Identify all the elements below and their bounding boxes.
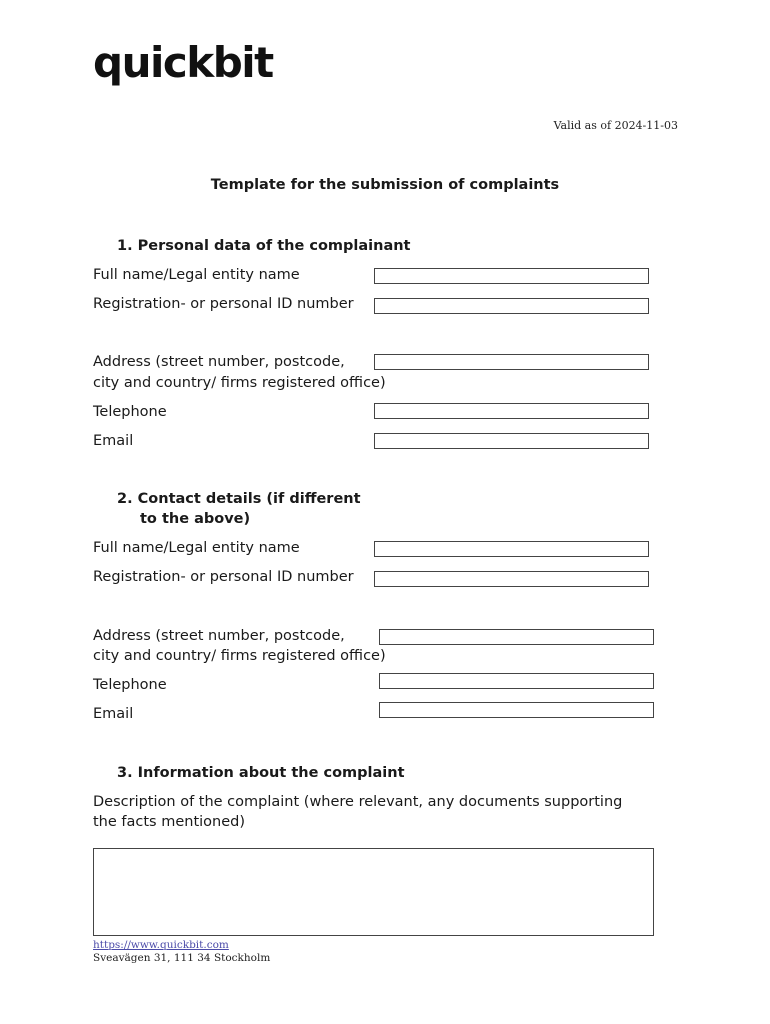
footer-address: Sveavägen 31, 111 34 Stockholm: [93, 952, 271, 964]
s1-registration-field[interactable]: [374, 298, 649, 314]
s2-email-label: Email: [93, 706, 134, 722]
s1-email-field[interactable]: [374, 433, 649, 449]
valid-date: Valid as of 2024-11-03: [553, 119, 678, 132]
s2-registration-label: Registration- or personal ID number: [93, 569, 354, 585]
s1-full-name-label: Full name/Legal entity name: [93, 267, 300, 283]
section3-heading: 3. Information about the complaint: [117, 765, 405, 781]
s2-telephone-label: Telephone: [93, 677, 167, 693]
s1-address-label-line2: city and country/ firms registered office): [93, 375, 386, 391]
s1-email-label: Email: [93, 433, 134, 449]
section2-heading-line1: 2. Contact details (if different: [117, 491, 361, 507]
s1-telephone-label: Telephone: [93, 404, 167, 420]
s2-email-field[interactable]: [379, 702, 654, 718]
section1-heading: 1. Personal data of the complainant: [117, 238, 411, 254]
s1-address-label-line1: Address (street number, postcode,: [93, 354, 345, 370]
section2-heading-line2: to the above): [140, 511, 251, 527]
s1-registration-label: Registration- or personal ID number: [93, 296, 354, 312]
s2-full-name-field[interactable]: [374, 541, 649, 557]
s1-address-field[interactable]: [374, 354, 649, 370]
s2-registration-field[interactable]: [374, 571, 649, 587]
s1-full-name-field[interactable]: [374, 268, 649, 284]
footer-website-link[interactable]: https://www.quickbit.com: [93, 939, 229, 951]
s2-address-label-line2: city and country/ firms registered office): [93, 648, 386, 664]
s3-description-line1: Description of the complaint (where relevant, any documents supporting: [93, 794, 623, 810]
s2-telephone-field[interactable]: [379, 673, 654, 689]
s3-description-line2: the facts mentioned): [93, 814, 246, 830]
complaint-description-textarea[interactable]: [93, 848, 654, 936]
s2-address-field[interactable]: [379, 629, 654, 645]
quickbit-logo: quickbit: [93, 38, 273, 87]
page-title: Template for the submission of complaints: [210, 177, 560, 193]
s2-full-name-label: Full name/Legal entity name: [93, 540, 300, 556]
s2-address-label-line1: Address (street number, postcode,: [93, 628, 345, 644]
s1-telephone-field[interactable]: [374, 403, 649, 419]
